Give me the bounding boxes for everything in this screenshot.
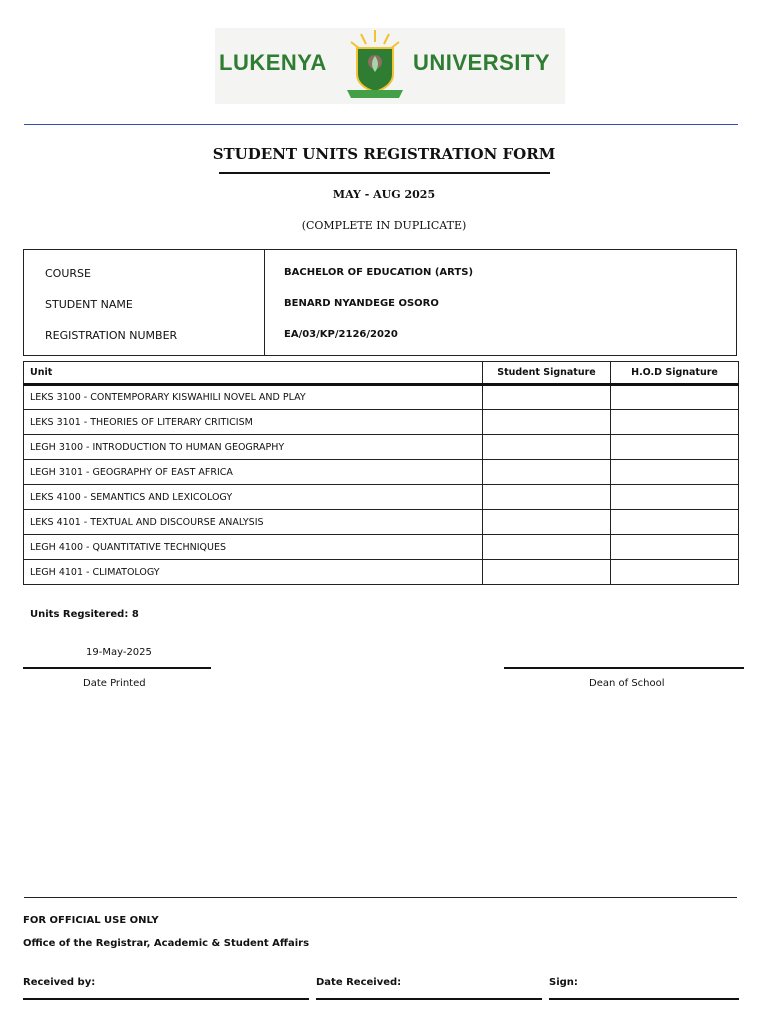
table-row: [24, 485, 739, 510]
course-label: COURSE: [45, 267, 91, 280]
units-table: [23, 361, 739, 585]
hod-signature-cell[interactable]: [611, 535, 739, 560]
unit-cell: LEGH 3100 - INTRODUCTION TO HUMAN GEOGRAPHY: [24, 435, 483, 460]
unit-cell: LEGH 4100 - QUANTITATIVE TECHNIQUES: [24, 535, 483, 560]
date-printed-value: 19-May-2025: [86, 647, 152, 658]
student-signature-cell[interactable]: [483, 385, 611, 410]
hod-signature-cell[interactable]: [611, 410, 739, 435]
student-signature-cell[interactable]: [483, 435, 611, 460]
hod-signature-column-header: H.O.D Signature: [611, 362, 739, 385]
date-received-line[interactable]: [316, 998, 542, 1000]
hod-signature-cell[interactable]: [611, 510, 739, 535]
registrar-office-label: Office of the Registrar, Academic & Student Affairs: [23, 938, 310, 949]
logo-text-right: UNIVERSITY: [413, 50, 551, 75]
logo-text-left: LUKENYA: [219, 50, 327, 75]
student-signature-cell[interactable]: [483, 485, 611, 510]
header-divider: [24, 124, 738, 125]
title-underline: [219, 172, 550, 174]
dean-signature-line[interactable]: [504, 667, 744, 669]
unit-cell: LEKS 4100 - SEMANTICS AND LEXICOLOGY: [24, 485, 483, 510]
form-period: MAY - AUG 2025: [332, 188, 436, 201]
table-row: [24, 510, 739, 535]
student-signature-cell[interactable]: [483, 410, 611, 435]
form-title: STUDENT UNITS REGISTRATION FORM: [212, 145, 556, 163]
hod-signature-cell[interactable]: [611, 435, 739, 460]
official-use-heading: FOR OFFICIAL USE ONLY: [23, 915, 159, 926]
official-use-divider: [24, 897, 737, 898]
unit-cell: LEKS 4101 - TEXTUAL AND DISCOURSE ANALYSIS: [24, 510, 483, 535]
course-value: BACHELOR OF EDUCATION (ARTS): [284, 267, 474, 278]
registration-number-value: EA/03/KP/2126/2020: [284, 329, 398, 340]
student-signature-cell[interactable]: [483, 510, 611, 535]
student-signature-cell[interactable]: [483, 535, 611, 560]
unit-cell: LEGH 3101 - GEOGRAPHY OF EAST AFRICA: [24, 460, 483, 485]
received-by-label: Received by:: [23, 977, 96, 988]
table-header-row: [24, 362, 739, 385]
received-by-line[interactable]: [23, 998, 309, 1000]
units-registered-count: Units Regsitered: 8: [30, 609, 139, 620]
date-printed-caption: Date Printed: [83, 678, 146, 689]
student-signature-cell[interactable]: [483, 460, 611, 485]
unit-cell: LEGH 4101 - CLIMATOLOGY: [24, 560, 483, 585]
university-logo: [215, 28, 565, 104]
student-info-divider: [264, 249, 265, 356]
unit-column-header: Unit: [24, 362, 483, 385]
date-printed-line: [23, 667, 211, 669]
hod-signature-cell[interactable]: [611, 385, 739, 410]
student-signature-column-header: Student Signature: [483, 362, 611, 385]
student-name-label: STUDENT NAME: [45, 298, 133, 311]
registration-number-label: REGISTRATION NUMBER: [45, 329, 178, 342]
table-row: [24, 435, 739, 460]
unit-cell: LEKS 3101 - THEORIES OF LITERARY CRITICISM: [24, 410, 483, 435]
sign-label: Sign:: [549, 977, 578, 988]
sign-line[interactable]: [549, 998, 739, 1000]
table-row: [24, 535, 739, 560]
hod-signature-cell[interactable]: [611, 460, 739, 485]
form-note: (COMPLETE IN DUPLICATE): [301, 219, 467, 232]
unit-cell: LEKS 3100 - CONTEMPORARY KISWAHILI NOVEL AND PLAY: [24, 385, 483, 410]
hod-signature-cell[interactable]: [611, 560, 739, 585]
table-row: [24, 560, 739, 585]
date-received-label: Date Received:: [316, 977, 402, 988]
table-row: [24, 385, 739, 410]
table-row: [24, 410, 739, 435]
university-crest-icon: [335, 28, 415, 104]
student-signature-cell[interactable]: [483, 560, 611, 585]
table-row: [24, 460, 739, 485]
dean-of-school-caption: Dean of School: [589, 678, 665, 689]
hod-signature-cell[interactable]: [611, 485, 739, 510]
student-name-value: BENARD NYANDEGE OSORO: [284, 298, 439, 309]
